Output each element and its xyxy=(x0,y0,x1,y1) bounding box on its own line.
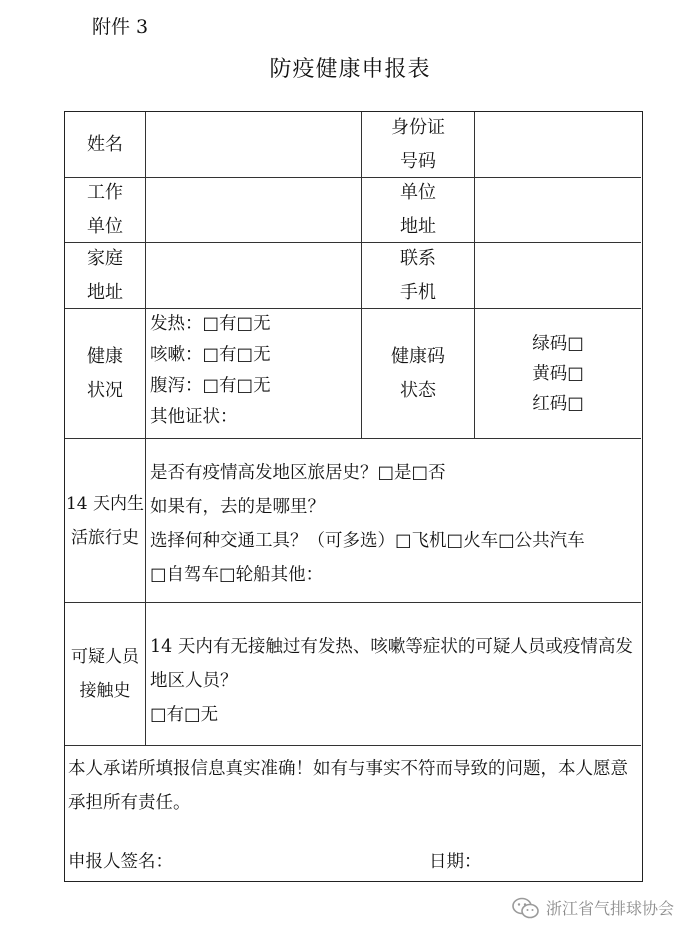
pledge-line-2: 承担所有责任。 xyxy=(68,793,191,813)
cough-option[interactable]: 咳嗽：□有□无 xyxy=(150,345,271,365)
watermark xyxy=(512,896,674,919)
phone-field[interactable] xyxy=(475,243,641,308)
travel-history-content xyxy=(146,456,641,596)
other-symptoms-field[interactable]: 其他证状： xyxy=(150,407,238,427)
health-declaration-form xyxy=(64,111,643,882)
transport-options-continued[interactable]: □自驾车□轮船其他： xyxy=(150,565,324,585)
red-code-option[interactable]: 红码□ xyxy=(532,393,584,414)
travel-history-label: 14 天内生 活旅行史 xyxy=(65,493,145,548)
work-address-field[interactable] xyxy=(475,178,641,242)
date-field[interactable]: 日期： xyxy=(429,852,482,872)
home-address-field[interactable] xyxy=(146,243,361,308)
contact-yes-no-option[interactable]: □有□无 xyxy=(150,705,219,725)
work-address-label: 单位 地址 xyxy=(400,182,436,237)
yellow-code-option[interactable]: 黄码□ xyxy=(532,363,584,384)
id-number-label: 身份证 号码 xyxy=(391,116,445,172)
green-code-option[interactable]: 绿码□ xyxy=(532,333,584,354)
signature-field[interactable]: 申报人签名： xyxy=(68,852,173,872)
high-risk-area-question[interactable]: 是否有疫情高发地区旅居史？□是□否 xyxy=(150,463,446,483)
destination-question[interactable]: 如果有，去的是哪里？ xyxy=(150,497,325,517)
health-code-label: 健康码 状态 xyxy=(391,345,445,401)
wechat-icon xyxy=(512,897,540,919)
pledge-line-1: 本人承诺所填报信息真实准确！如有与事实不符而导致的问题，本人愿意 xyxy=(68,759,628,779)
phone-label: 联系 手机 xyxy=(400,247,436,303)
form-title: 防疫健康申报表 xyxy=(269,57,431,82)
transport-question[interactable]: 选择何种交通工具？（可多选）□飞机□火车□公共汽车 xyxy=(150,531,585,551)
pledge-statement xyxy=(65,752,641,822)
health-code-options xyxy=(475,309,641,438)
work-unit-field[interactable] xyxy=(146,178,361,242)
fever-option[interactable]: 发热：□有□无 xyxy=(150,314,271,334)
contact-history-label: 可疑人员 接触史 xyxy=(71,647,139,701)
contact-question-line2: 地区人员？ xyxy=(150,671,238,691)
name-field[interactable] xyxy=(146,112,361,177)
id-number-field[interactable] xyxy=(475,112,641,177)
contact-history-content xyxy=(146,630,641,740)
health-status-label: 健康 状况 xyxy=(87,345,123,401)
home-address-label: 家庭 地址 xyxy=(87,247,123,303)
name-label: 姓名 xyxy=(87,133,123,155)
contact-question-line1: 14 天内有无接触过有发热、咳嗽等症状的可疑人员或疫情高发 xyxy=(150,637,633,657)
diarrhea-option[interactable]: 腹泻：□有□无 xyxy=(150,376,271,396)
watermark-text: 浙江省气排球协会 xyxy=(546,899,675,918)
attachment-label: 附件 3 xyxy=(92,16,149,38)
symptom-checklist xyxy=(146,309,361,438)
work-unit-label: 工作 单位 xyxy=(87,182,123,237)
